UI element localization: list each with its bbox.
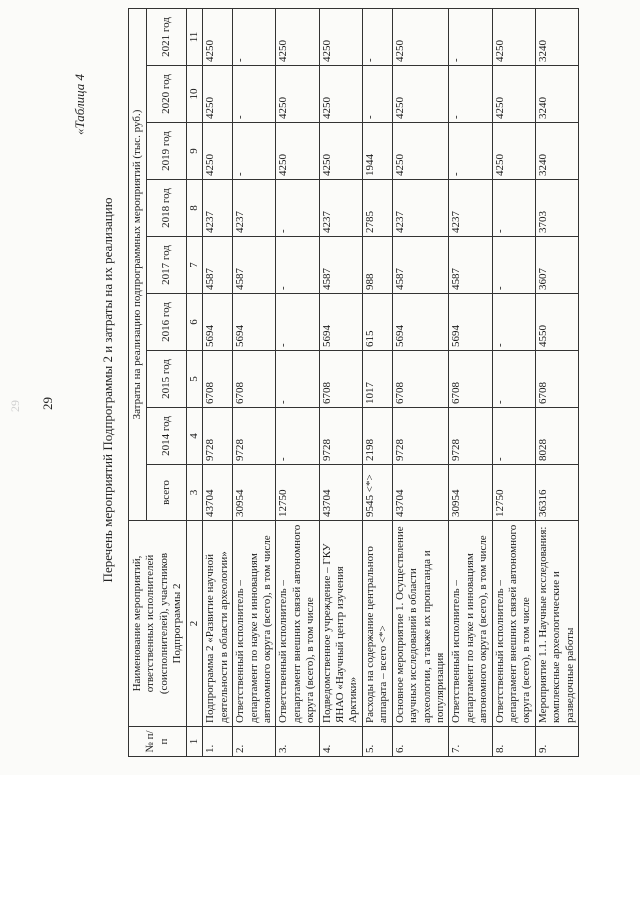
row-value: 5694 (319, 294, 362, 351)
row-number: 5. (362, 727, 392, 757)
header-costs-group: Затраты на реализацию подпрограммных мероприятий (тыс. руб.) (129, 9, 147, 521)
row-name: Ответственный исполнитель – департамент по науке и инновациям автономного округа (всего), в том числе (449, 521, 492, 727)
row-value: 4237 (319, 180, 362, 237)
row-value: 2198 (362, 408, 392, 465)
row-value: 4250 (203, 9, 233, 66)
header-name: Наименование мероприятий, ответственных исполнителей (соисполнителей), участников Подпрограммы 2 (129, 521, 187, 727)
row-number: 7. (449, 727, 492, 757)
row-value: 4250 (392, 123, 449, 180)
row-value: 4237 (449, 180, 492, 237)
table-row (492, 9, 535, 757)
row-total: 36316 (535, 465, 578, 521)
column-number: 7 (187, 237, 203, 294)
column-number: 8 (187, 180, 203, 237)
row-number: 2. (233, 727, 276, 757)
row-number: 8. (492, 727, 535, 757)
row-value: 3240 (535, 9, 578, 66)
table-row (319, 9, 362, 757)
row-value: 4550 (535, 294, 578, 351)
column-number-row (187, 9, 203, 757)
row-value: - (492, 351, 535, 408)
header-year: 2016 год (147, 294, 187, 351)
header-year: 2020 год (147, 66, 187, 123)
row-value: 4250 (319, 66, 362, 123)
row-value: 4250 (392, 66, 449, 123)
column-number: 2 (187, 521, 203, 727)
row-value: 4587 (392, 237, 449, 294)
row-value: 6708 (233, 351, 276, 408)
row-value: 3607 (535, 237, 578, 294)
row-value: 988 (362, 237, 392, 294)
row-value: 2785 (362, 180, 392, 237)
row-value: - (449, 66, 492, 123)
header-num: № п/п (129, 727, 187, 757)
row-value: 5694 (392, 294, 449, 351)
header-total: всего (147, 465, 187, 521)
row-value: - (276, 408, 319, 465)
table-row (362, 9, 392, 757)
row-value: - (233, 66, 276, 123)
row-value: 5694 (233, 294, 276, 351)
row-value: 3240 (535, 66, 578, 123)
row-value: 4587 (449, 237, 492, 294)
row-value: 6708 (535, 351, 578, 408)
table-row (535, 9, 578, 757)
row-value: 4250 (276, 123, 319, 180)
row-name: Расходы на содержание центрального аппарата – всего <*> (362, 521, 392, 727)
document-title: Перечень мероприятий Подпрограммы 2 и затраты на их реализацию (100, 197, 115, 583)
row-value: 3703 (535, 180, 578, 237)
column-number: 4 (187, 408, 203, 465)
row-value: 4237 (203, 180, 233, 237)
row-value: - (362, 66, 392, 123)
row-value: 9728 (203, 408, 233, 465)
row-number: 4. (319, 727, 362, 757)
row-value: 1017 (362, 351, 392, 408)
row-value: 4250 (276, 66, 319, 123)
row-value: - (233, 123, 276, 180)
row-value: - (449, 123, 492, 180)
row-total: 9545 <*> (362, 465, 392, 521)
row-value: 4250 (492, 66, 535, 123)
row-total: 30954 (233, 465, 276, 521)
row-value: 3240 (535, 123, 578, 180)
costs-table (128, 8, 579, 757)
row-name: Подведомственное учреждение – ГКУ ЯНАО «Научный центр изучения Арктики» (319, 521, 362, 727)
row-name: Ответственный исполнитель – департамент по науке и инновациям автономного округа (всего), в том числе (233, 521, 276, 727)
header-year: 2021 год (147, 9, 187, 66)
row-total: 43704 (203, 465, 233, 521)
row-value: 4250 (492, 123, 535, 180)
row-number: 9. (535, 727, 578, 757)
page-number: 29 (40, 397, 55, 410)
row-value: 5694 (203, 294, 233, 351)
row-total: 12750 (276, 465, 319, 521)
row-value: 615 (362, 294, 392, 351)
row-value: - (362, 9, 392, 66)
row-value: - (276, 294, 319, 351)
row-value: 9728 (449, 408, 492, 465)
column-number: 11 (187, 9, 203, 66)
row-value: 5694 (449, 294, 492, 351)
column-number: 3 (187, 465, 203, 521)
column-number: 1 (187, 727, 203, 757)
row-value: - (492, 237, 535, 294)
row-value: 4250 (319, 9, 362, 66)
header-year: 2019 год (147, 123, 187, 180)
row-value: 6708 (203, 351, 233, 408)
row-total: 43704 (319, 465, 362, 521)
row-value: 4250 (276, 9, 319, 66)
row-value: - (276, 180, 319, 237)
row-number: 6. (392, 727, 449, 757)
row-name: Основное мероприятие 1. Осуществление научных исследований в области археологии, а также их пропаганда и популяризация (392, 521, 449, 727)
column-number: 6 (187, 294, 203, 351)
row-value: 9728 (233, 408, 276, 465)
table-label: «Таблица 4 (72, 73, 87, 135)
row-total: 30954 (449, 465, 492, 521)
row-value: 4587 (233, 237, 276, 294)
table-row (276, 9, 319, 757)
row-value: 4250 (392, 9, 449, 66)
row-value: - (276, 351, 319, 408)
table-row (203, 9, 233, 757)
row-value: 6708 (392, 351, 449, 408)
row-value: - (276, 237, 319, 294)
header-year: 2018 год (147, 180, 187, 237)
row-value: 8028 (535, 408, 578, 465)
row-name: Мероприятие 1.1. Научные исследования: комплексные археологические и разведочные работы (535, 521, 578, 727)
header-year: 2017 год (147, 237, 187, 294)
row-name: Подпрограмма 2 «Развитие научной деятельности в области археологии» (203, 521, 233, 727)
column-number: 5 (187, 351, 203, 408)
row-value: 4250 (203, 123, 233, 180)
column-number: 9 (187, 123, 203, 180)
column-number: 10 (187, 66, 203, 123)
row-value: 4250 (319, 123, 362, 180)
row-value: 4587 (319, 237, 362, 294)
row-value: 4237 (233, 180, 276, 237)
table-row (233, 9, 276, 757)
row-value: 4237 (392, 180, 449, 237)
row-name: Ответственный исполнитель – департамент внешних связей автономного округа (всего), в том числе (276, 521, 319, 727)
row-value: 6708 (319, 351, 362, 408)
row-value: 6708 (449, 351, 492, 408)
row-value: 4587 (203, 237, 233, 294)
row-value: - (492, 294, 535, 351)
row-total: 43704 (392, 465, 449, 521)
row-value: - (233, 9, 276, 66)
ghost-page-number: 29 (8, 400, 22, 412)
blank-area (0, 775, 640, 905)
row-number: 3. (276, 727, 319, 757)
row-value: 9728 (319, 408, 362, 465)
row-value: 4250 (203, 66, 233, 123)
row-number: 1. (203, 727, 233, 757)
row-value: - (492, 408, 535, 465)
row-value: - (449, 9, 492, 66)
row-value: 9728 (392, 408, 449, 465)
row-value: - (492, 180, 535, 237)
row-name: Ответственный исполнитель – департамент внешних связей автономного округа (всего), в том числе (492, 521, 535, 727)
row-total: 12750 (492, 465, 535, 521)
table-row (449, 9, 492, 757)
table-row (392, 9, 449, 757)
row-value: 4250 (492, 9, 535, 66)
header-year: 2015 год (147, 351, 187, 408)
row-value: 1944 (362, 123, 392, 180)
header-year: 2014 год (147, 408, 187, 465)
